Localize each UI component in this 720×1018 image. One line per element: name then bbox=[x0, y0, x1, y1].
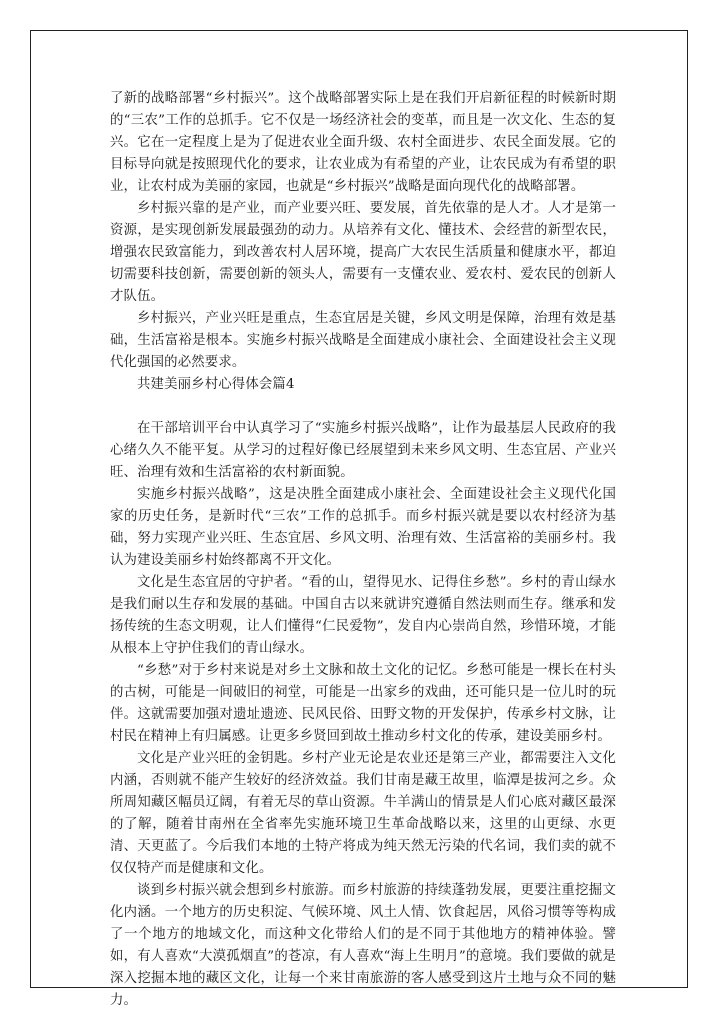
paragraph: 文化是产业兴旺的金钥匙。乡村产业无论是农业还是第三产业，都需要注入文化内涵，否则就不能产生较好的经济效益。我们甘南是藏王故里，临潭是拔河之乡。众所周知藏区幅员辽阔，有着无尽的草山资源。牛羊满山的情景是人们心底对藏区最深的了解，随着甘南州在全省率先实施环境卫生革命战略以来，这里的山更绿、水更清、天更蓝了。今后我们本地的土特产将成为纯天然无污染的代名词，我们卖的就不仅仅特产而是健康和文化。 bbox=[110, 751, 616, 876]
paragraph: 乡村振兴，产业兴旺是重点，生态宜居是关键，乡风文明是保障，治理有效是基础，生活富裕是根本。实施乡村振兴战略是全面建成小康社会、全面建设社会主义现代化强国的必然要求。 bbox=[110, 311, 616, 370]
section-spacer bbox=[110, 396, 616, 418]
section-heading: 共建美丽乡村心得体会篇4 bbox=[137, 377, 295, 392]
paragraph: “乡愁”对于乡村来说是对乡土文脉和故土文化的记忆。乡愁可能是一棵长在村头的古树，可能是一间破旧的祠堂，可能是一出家乡的戏曲，还可能只是一位儿时的玩伴。这就需要加强对遗址遗迹、民风民俗、田野文物的开发保护，传承乡村文脉，让村民在精神上有归属感。让更多乡贤回到故土推动乡村文化的传承，建设美丽乡村。 bbox=[110, 663, 616, 744]
document-body bbox=[110, 88, 616, 1012]
paragraph: 乡村振兴靠的是产业，而产业要兴旺、要发展，首先依靠的是人才。人才是第一资源，是实现创新发展最强劲的动力。从培养有文化、懂技术、会经营的新型农民，增强农民致富能力，到改善农村人居环境，提高广大农民生活质量和健康水平，都迫切需要科技创新，需要创新的领头人，需要有一支懂农业、爱农村、爱农民的创新人才队伍。 bbox=[110, 201, 616, 304]
paragraph: 实施乡村振兴战略”，这是决胜全面建成小康社会、全面建设社会主义现代化国家的历史任务，是新时代“三农”工作的总抓手。而乡村振兴就是要以农村经济为基础，努力实现产业兴旺、生态宜居、乡风文明、治理有效、生活富裕的美丽乡村。我认为建设美丽乡村始终都离不开文化。 bbox=[110, 487, 616, 568]
paragraph: 了新的战略部署“乡村振兴”。这个战略部署实际上是在我们开启新征程的时候新时期的“三农”工作的总抓手。它不仅是一场经济社会的变革，而且是一次文化、生态的复兴。它在一定程度上是为了促进农业全面升级、农村全面进步、农民全面发展。它的目标导向就是按照现代化的要求，让农业成为有希望的产业，让农民成为有希望的职业，让农村成为美丽的家园，也就是“乡村振兴”战略是面向现代化的战略部署。 bbox=[110, 91, 616, 194]
paragraph: 文化是生态宜居的守护者。“看的山，望得见水、记得住乡愁”。乡村的青山绿水是我们耐以生存和发展的基础。中国自古以来就讲究遵循自然法则而生存。继承和发扬传统的生态文明观，让人们懂得“仁民爱物”，发自内心崇尚自然，珍惜环境，才能从根本上守护住我们的青山绿水。 bbox=[110, 575, 616, 656]
paragraph: 谈到乡村振兴就会想到乡村旅游。而乡村旅游的持续蓬勃发展，更要注重挖掘文化内涵。一个地方的历史积淀、气候环境、风土人情、饮食起居，风俗习惯等等构成了一个地方的地域文化，而这种文化带给人们的是不同于其他地方的精神体验。譬如，有人喜欢“大漠孤烟直”的苍凉，有人喜欢“海上生明月”的意境。我们要做的就是深入挖掘本地的藏区文化，让每一个来甘南旅游的客人感受到这片土地与众不同的魅力。 bbox=[110, 883, 616, 1008]
paragraph: 在干部培训平台中认真学习了“实施乡村振兴战略”，让作为最基层人民政府的我心绪久久不能平复。从学习的过程好像已经展望到未来乡风文明、生态宜居、产业兴旺、治理有效和生活富裕的农村新面貌。 bbox=[110, 421, 616, 480]
